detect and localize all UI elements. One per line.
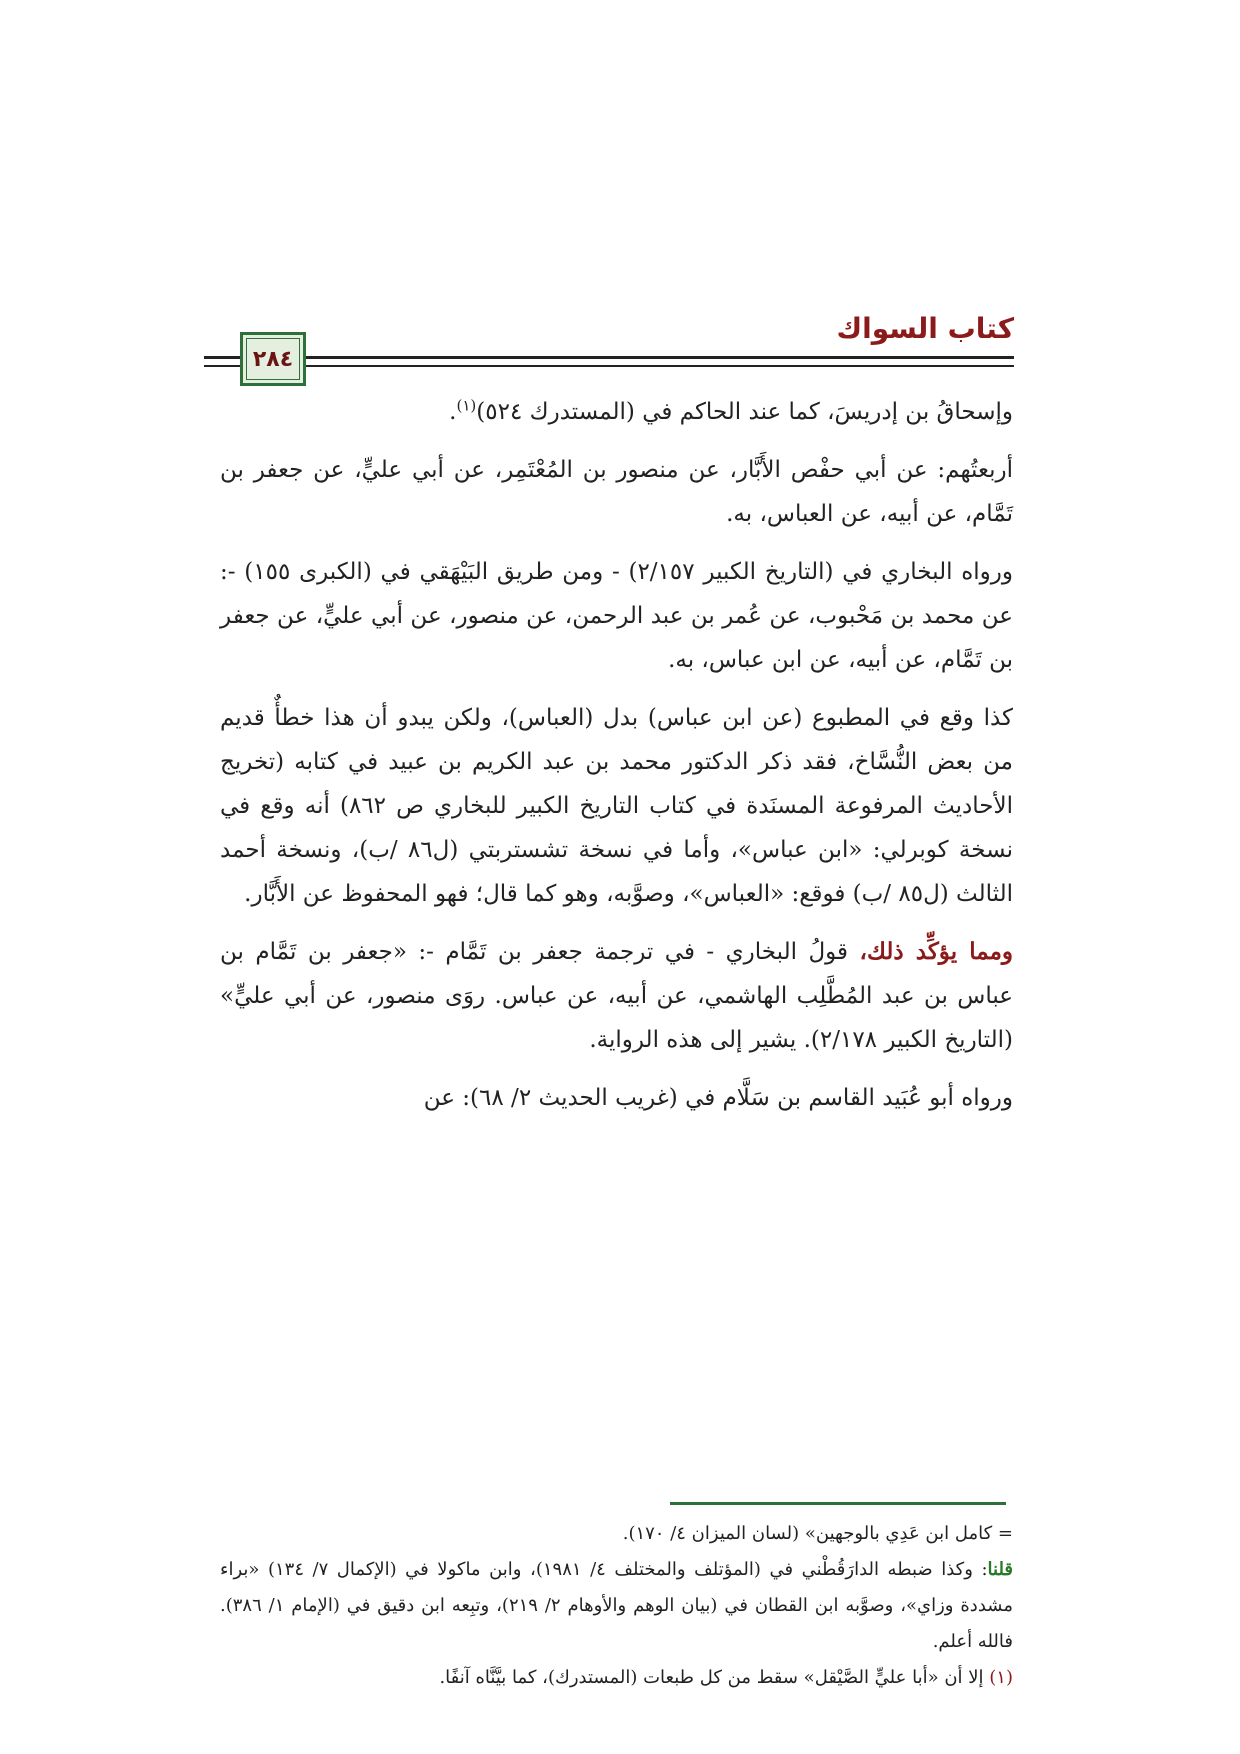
footnote-note-text: : وكذا ضبطه الدارَقُطْني في (المؤتلف والمختلف ٤/ ١٩٨١)، وابن ماكولا في (الإكمال ٧/ ١٣٤) «براء مشددة وزاي»، وصوَّبه ابن القطان في (بيان الوهم والأوهام ٢/ ٢١٩)، وتبِعه ابن دقيق في (الإمام ١/ ٣٨٦). فالله أعلم. bbox=[220, 1559, 1013, 1652]
paragraph-3: ورواه البخاري في (التاريخ الكبير ٢/١٥٧) - ومن طريق البَيْهَقي في (الكبرى ١٥٥) -: عن محمد بن مَحْبوب، عن عُمر بن عبد الرحمن، عن منصور، عن أبي عليٍّ، عن جعفر بن تَمَّام، عن أبيه، عن ابن عباس، به. bbox=[220, 559, 1013, 673]
main-text bbox=[220, 390, 1013, 1134]
paragraph-1 bbox=[220, 390, 1013, 434]
footnote-ref-1[interactable]: (١) bbox=[456, 396, 477, 415]
footnote-1-number: (١) bbox=[989, 1667, 1013, 1688]
footnote-separator bbox=[670, 1502, 1006, 1505]
footnote-continuation: = كامل ابن عَدِي بالوجهين» (لسان الميزان ٤/ ١٧٠). bbox=[622, 1523, 1013, 1544]
page-number-badge bbox=[240, 332, 306, 386]
page-number: ٢٨٤ bbox=[252, 346, 294, 372]
footnote-1-text: إلا أن «أبا عليٍّ الصَّيْقل» سقط من كل طبعات (المستدرك)، كما بيَّنَّاه آنفًا. bbox=[439, 1667, 990, 1688]
paragraph-1-end: . bbox=[449, 399, 457, 425]
paragraph-5 bbox=[220, 930, 1013, 1062]
footnote-note-lead: قلنا bbox=[987, 1559, 1014, 1580]
paragraph-6: ورواه أبو عُبَيد القاسم بن سَلَّام في (غريب الحديث ٢/ ٦٨): عن bbox=[423, 1085, 1013, 1111]
paragraph-1-text: وإسحاقُ بن إدريسَ، كما عند الحاكم في (المستدرك ٥٢٤) bbox=[476, 399, 1013, 425]
header-rule-top bbox=[204, 356, 1014, 359]
page-header bbox=[204, 312, 1014, 372]
footnote-note bbox=[220, 1552, 1013, 1660]
book-title: كتاب السواك bbox=[836, 312, 1014, 345]
header-rule-bottom bbox=[204, 365, 1014, 367]
paragraph-5-text: قولُ البخاري - في ترجمة جعفر بن تَمَّام -: «جعفر بن تَمَّام بن عباس بن عبد المُطَّلِب الهاشمي، عن أبيه، عن عباس. روَى منصور، عن أبي عليٍّ» (التاريخ الكبير ٢/١٧٨). يشير إلى هذه الرواية. bbox=[220, 939, 1013, 1053]
emphasis-lead: ومما يؤكِّد ذلك، bbox=[859, 938, 1013, 965]
paragraph-2: أربعتُهم: عن أبي حفْص الأَبَّار، عن منصور بن المُعْتَمِر، عن أبي عليٍّ، عن جعفر بن تَمَّام، عن أبيه، عن العباس، به. bbox=[220, 457, 1013, 527]
footnotes bbox=[220, 1516, 1013, 1696]
paragraph-4: كذا وقع في المطبوع (عن ابن عباس) بدل (العباس)، ولكن يبدو أن هذا خطأٌ قديم من بعض النُّسَّاخ، فقد ذكر الدكتور محمد بن عبد الكريم بن عبيد في كتابه (تخريج الأحاديث المرفوعة المسنَدة في كتاب التاريخ الكبير للبخاري ص ٨٦٢) أنه وقع في نسخة كوبرلي: «ابن عباس»، وأما في نسخة تشستربتي (ل٨٦ /ب)، ونسخة أحمد الثالث (ل٨٥ /ب) فوقع: «العباس»، وصوَّبه، وهو كما قال؛ فهو المحفوظ عن الأَبَّار. bbox=[220, 705, 1013, 907]
footnote-1 bbox=[220, 1660, 1013, 1696]
